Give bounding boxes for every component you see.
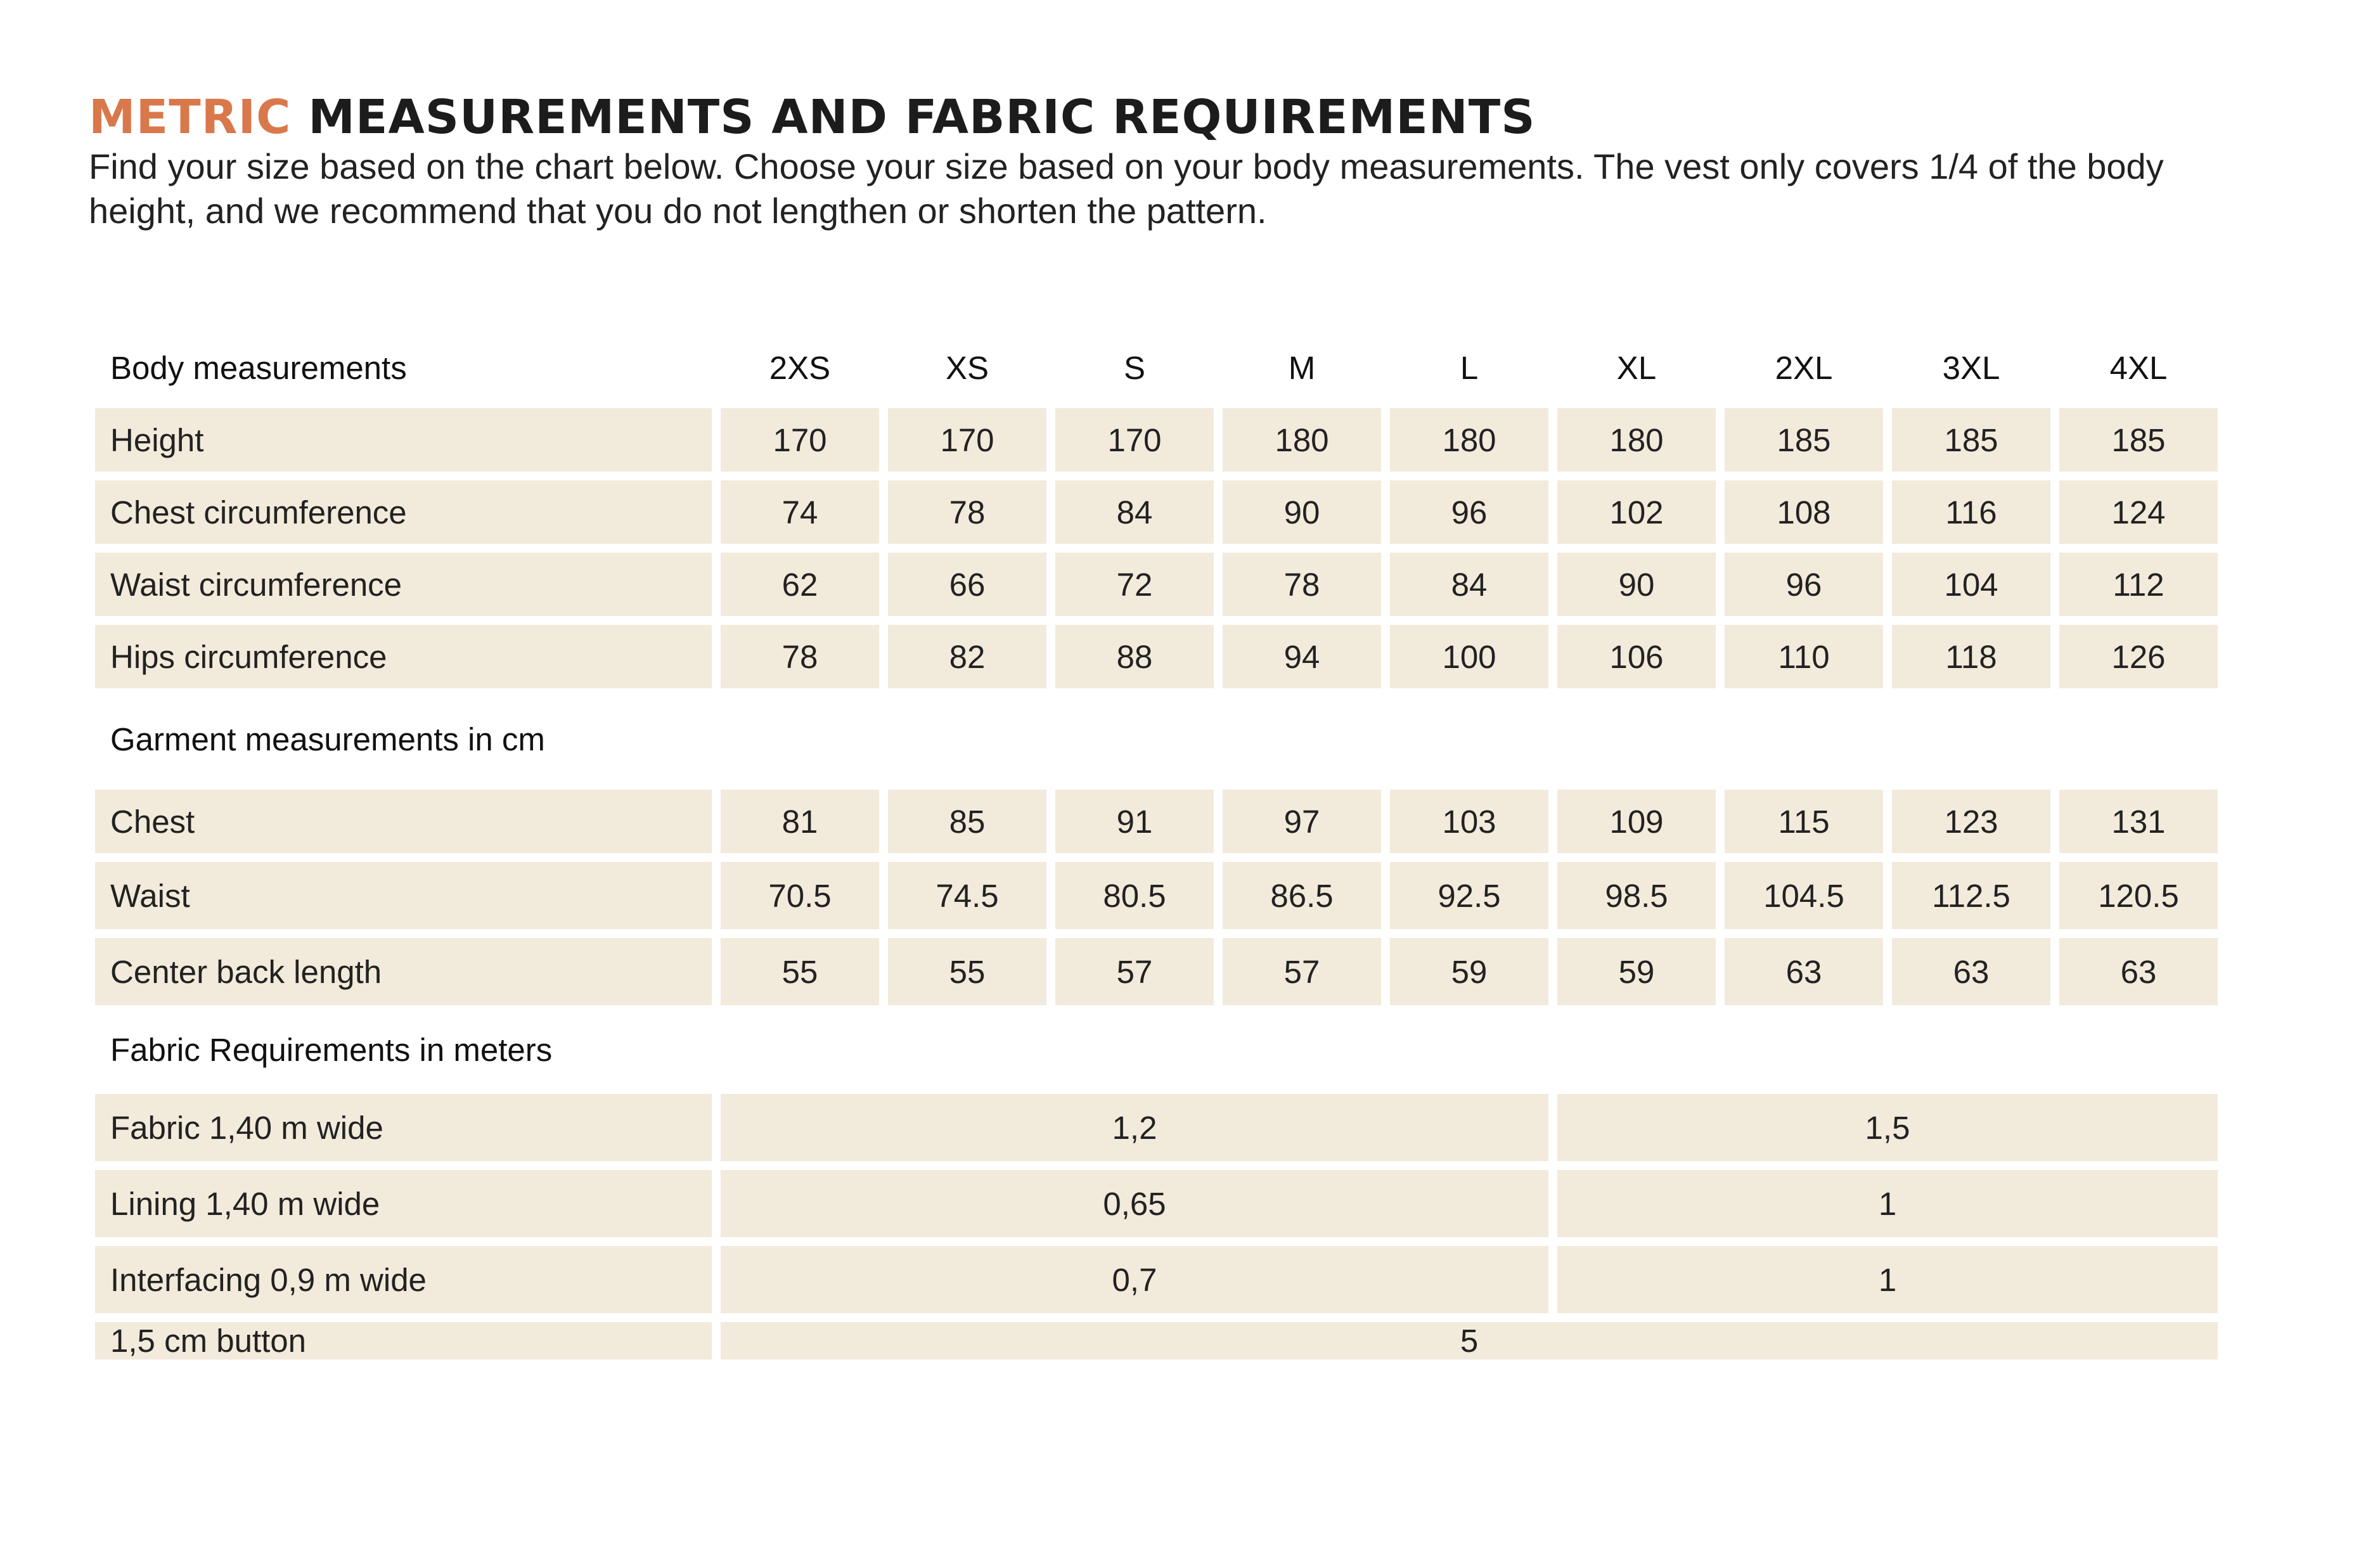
table-cell: 82 xyxy=(888,625,1046,688)
row-label: Chest circumference xyxy=(95,480,712,544)
size-header: 4XL xyxy=(2109,349,2168,386)
size-header: M xyxy=(1288,349,1316,386)
table-cell: 72 xyxy=(1055,553,1214,616)
fabric-value-large-sizes: 1 xyxy=(1557,1170,2218,1237)
size-chart-table xyxy=(95,336,2218,1359)
row-label: Fabric 1,40 m wide xyxy=(95,1094,712,1161)
fabric-value-small-sizes: 0,7 xyxy=(721,1246,1548,1313)
size-header: L xyxy=(1460,349,1479,386)
size-header: 3XL xyxy=(1942,349,2000,386)
table-cell: 102 xyxy=(1557,480,1716,544)
title-accent: METRIC xyxy=(89,90,292,145)
table-cell: 94 xyxy=(1223,625,1381,688)
table-cell: 97 xyxy=(1223,790,1381,853)
table-cell: 63 xyxy=(1892,938,2050,1005)
table-cell: 104.5 xyxy=(1725,862,1883,929)
table-cell: 55 xyxy=(721,938,879,1005)
table-cell: 185 xyxy=(1725,408,1883,472)
table-cell: 66 xyxy=(888,553,1046,616)
table-cell: 57 xyxy=(1055,938,1214,1005)
table-cell: 185 xyxy=(1892,408,2050,472)
table-cell: 78 xyxy=(721,625,879,688)
table-cell: 109 xyxy=(1557,790,1716,853)
row-label: Lining 1,40 m wide xyxy=(95,1170,712,1237)
size-header: XS xyxy=(945,349,989,386)
table-cell: 185 xyxy=(2059,408,2218,472)
table-cell: 100 xyxy=(1390,625,1548,688)
title-rest: MEASUREMENTS AND FABRIC REQUIREMENTS xyxy=(308,90,1536,145)
fabric-value-large-sizes: 1,5 xyxy=(1557,1094,2218,1161)
table-cell: 115 xyxy=(1725,790,1883,853)
table-cell: 90 xyxy=(1557,553,1716,616)
table-cell: 90 xyxy=(1223,480,1381,544)
row-label: Waist xyxy=(95,862,712,929)
row-label: Hips circumference xyxy=(95,625,712,688)
table-cell: 170 xyxy=(721,408,879,472)
table-cell: 180 xyxy=(1390,408,1548,472)
table-cell: 98.5 xyxy=(1557,862,1716,929)
row-label: Chest xyxy=(95,790,712,853)
table-cell: 59 xyxy=(1557,938,1716,1005)
table-cell: 103 xyxy=(1390,790,1548,853)
table-cell: 120.5 xyxy=(2059,862,2218,929)
garment-section-header: Garment measurements in cm xyxy=(110,721,545,757)
table-cell: 126 xyxy=(2059,625,2218,688)
table-cell: 84 xyxy=(1055,480,1214,544)
body-measurements-header: Body measurements xyxy=(110,349,407,386)
table-cell: 74 xyxy=(721,480,879,544)
page-title xyxy=(89,89,1536,146)
table-cell: 170 xyxy=(888,408,1046,472)
table-cell: 80.5 xyxy=(1055,862,1214,929)
table-cell: 57 xyxy=(1223,938,1381,1005)
table-cell: 112.5 xyxy=(1892,862,2050,929)
table-cell: 104 xyxy=(1892,553,2050,616)
table-cell: 88 xyxy=(1055,625,1214,688)
table-cell: 85 xyxy=(888,790,1046,853)
row-label: Center back length xyxy=(95,938,712,1005)
table-cell: 55 xyxy=(888,938,1046,1005)
fabric-value-small-sizes: 1,2 xyxy=(721,1094,1548,1161)
button-count-value: 5 xyxy=(721,1322,2218,1359)
row-label: Height xyxy=(95,408,712,472)
table-cell: 78 xyxy=(1223,553,1381,616)
table-cell: 123 xyxy=(1892,790,2050,853)
size-header: XL xyxy=(1616,349,1657,386)
table-cell: 78 xyxy=(888,480,1046,544)
table-cell: 63 xyxy=(1725,938,1883,1005)
table-cell: 84 xyxy=(1390,553,1548,616)
intro-text: Find your size based on the chart below. Choose your size based on your body measurements. The vest only covers 1/4 of the body height, and we recommend that you do not lengthen or shorten the pattern. xyxy=(89,146,2164,231)
table-cell: 108 xyxy=(1725,480,1883,544)
table-cell: 118 xyxy=(1892,625,2050,688)
row-label: Waist circumference xyxy=(95,553,712,616)
table-cell: 180 xyxy=(1557,408,1716,472)
table-cell: 131 xyxy=(2059,790,2218,853)
table-cell: 110 xyxy=(1725,625,1883,688)
fabric-value-large-sizes: 1 xyxy=(1557,1246,2218,1313)
size-header: 2XL xyxy=(1775,349,1833,386)
size-header: 2XS xyxy=(769,349,831,386)
table-cell: 170 xyxy=(1055,408,1214,472)
table-cell: 96 xyxy=(1725,553,1883,616)
table-cell: 96 xyxy=(1390,480,1548,544)
table-cell: 62 xyxy=(721,553,879,616)
table-cell: 81 xyxy=(721,790,879,853)
fabric-section-header: Fabric Requirements in meters xyxy=(110,1031,553,1068)
table-cell: 74.5 xyxy=(888,862,1046,929)
table-cell: 86.5 xyxy=(1223,862,1381,929)
table-cell: 124 xyxy=(2059,480,2218,544)
table-cell: 180 xyxy=(1223,408,1381,472)
table-cell: 70.5 xyxy=(721,862,879,929)
table-cell: 92.5 xyxy=(1390,862,1548,929)
table-cell: 63 xyxy=(2059,938,2218,1005)
table-cell: 91 xyxy=(1055,790,1214,853)
row-label: 1,5 cm button xyxy=(95,1322,712,1359)
row-label: Interfacing 0,9 m wide xyxy=(95,1246,712,1313)
table-cell: 112 xyxy=(2059,553,2218,616)
size-header: S xyxy=(1123,349,1146,386)
table-cell: 106 xyxy=(1557,625,1716,688)
table-cell: 59 xyxy=(1390,938,1548,1005)
table-cell: 116 xyxy=(1892,480,2050,544)
fabric-value-small-sizes: 0,65 xyxy=(721,1170,1548,1237)
